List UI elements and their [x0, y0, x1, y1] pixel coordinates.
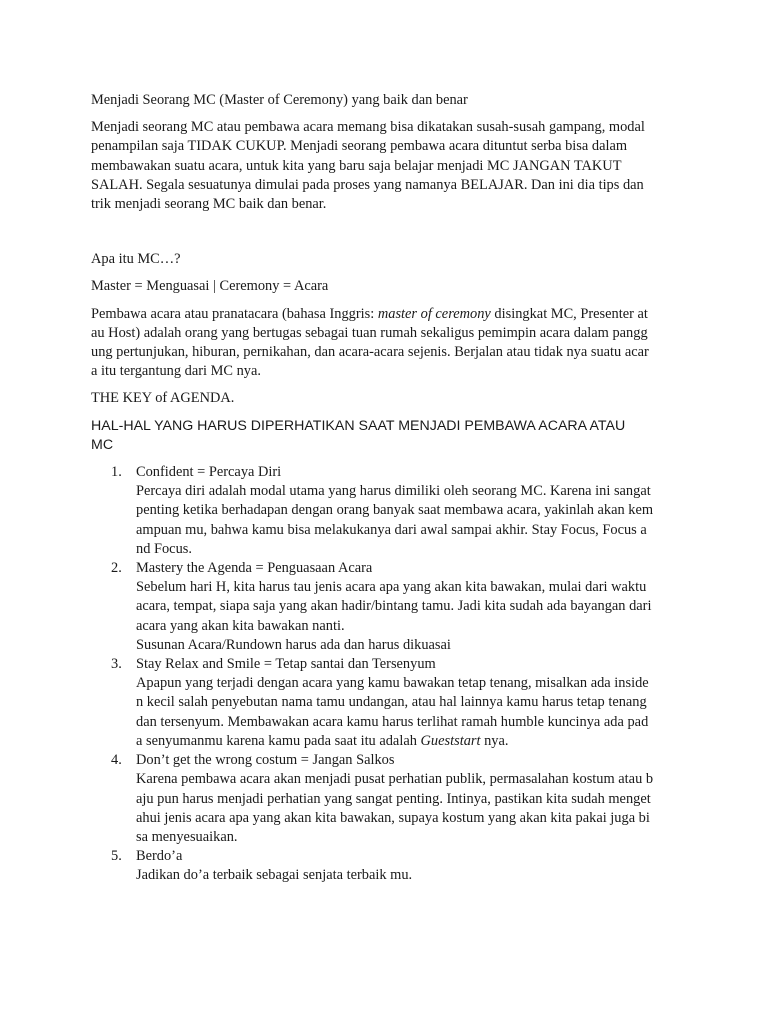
item-number: 1.: [111, 464, 122, 481]
item-number: 3.: [111, 656, 122, 673]
text-span: Pembawa acara atau pranatacara (bahasa Inggris:: [91, 305, 378, 322]
item-title: Mastery the Agenda = Penguasaan Acara: [136, 560, 373, 577]
list-item: [91, 847, 681, 885]
text-line: au Host) adalah orang yang bertugas sebagai tuan rumah sekaligus pemimpin acara dalam pangg: [91, 324, 648, 341]
text-line: [136, 732, 681, 751]
text-line: penampilan saja TIDAK CUKUP. Menjadi seorang pembawa acara dituntut serba bisa dalam: [91, 138, 628, 155]
document-title: Menjadi Seorang MC (Master of Ceremony) yang baik dan benar: [91, 92, 468, 108]
item-number: 4.: [111, 752, 122, 769]
text-line: ampuan mu, bahwa kamu bisa melakukanya dari awal sampai akhir. Stay Focus, Focus a: [136, 521, 647, 538]
text-line: dan tersenyum. Membawakan acara kamu harus terlihat ramah humble kuncinya ada pad: [136, 713, 649, 730]
text-line: HAL-HAL YANG HARUS DIPERHATIKAN SAAT MENJADI PEMBAWA ACARA ATAU: [91, 417, 626, 434]
text-line: ahui jenis acara apa yang akan kita bawakan, supaya kostum yang akan kita pakai juga bi: [136, 809, 650, 826]
text-line: [91, 305, 681, 324]
text-line: SALAH. Segala sesuatunya dimulai pada proses yang namanya BELAJAR. Dan ini dia tips dan: [91, 176, 644, 193]
intro-paragraph: [91, 118, 681, 214]
text-line: sa menyesuaikan.: [136, 828, 238, 845]
text-span: a senyumanmu karena kamu pada saat itu adalah: [136, 732, 421, 749]
text-line: a itu tergantung dari MC nya.: [91, 363, 261, 380]
item-title: Stay Relax and Smile = Tetap santai dan Tersenyum: [136, 656, 436, 673]
list-item: [91, 463, 681, 559]
text-line: Jadikan do’a terbaik sebagai senjata terbaik mu.: [136, 867, 413, 884]
text-line: trik menjadi seorang MC baik dan benar.: [91, 196, 327, 213]
item-title: Berdo’a: [136, 848, 183, 865]
text-line: Karena pembawa acara akan menjadi pusat perhatian publik, permasalahan kostum atau b: [136, 771, 654, 788]
item-title: Don’t get the wrong costum = Jangan Salkos: [136, 752, 395, 769]
text-line: penting ketika berhadapan dengan orang banyak saat membawa acara, yakinlah akan kem: [136, 502, 654, 519]
text-line: acara, tempat, siapa saja yang akan hadir/bintang tamu. Jadi kita sudah ada bayangan dari: [136, 598, 652, 615]
tips-list: [91, 463, 681, 885]
list-item: [91, 559, 681, 655]
text-line: acara yang akan kita bawakan nanti.: [136, 617, 345, 634]
text-line: Apapun yang terjadi dengan acara yang kamu bawakan tetap tenang, misalkan ada inside: [136, 675, 649, 692]
mc-description-paragraph: [91, 305, 681, 382]
section-heading: [91, 417, 681, 455]
list-item: [91, 751, 681, 847]
text-line: MC: [91, 436, 114, 453]
text-line: n kecil salah penyebutan nama tamu undangan, atau hal lainnya kamu harus tetap tenang: [136, 694, 647, 711]
definition-line: Master = Menguasai | Ceremony = Acara: [91, 278, 329, 295]
key-heading: THE KEY of AGENDA.: [91, 390, 235, 407]
text-line: Sebelum hari H, kita harus tau jenis acara apa yang akan kita bawakan, mulai dari waktu: [136, 579, 647, 596]
text-line: aju pun harus menjadi perhatian yang sangat penting. Intinya, pastikan kita sudah menget: [136, 790, 651, 807]
list-item: [91, 655, 681, 751]
document-page: [91, 91, 681, 886]
text-line: membawakan suatu acara, untuk kita yang baru saja belajar menjadi MC JANGAN TAKUT: [91, 157, 622, 174]
text-line: Susunan Acara/Rundown harus ada dan harus dikuasai: [136, 636, 451, 653]
item-number: 5.: [111, 848, 122, 865]
text-line: Menjadi seorang MC atau pembawa acara memang bisa dikatakan susah-susah gampang, modal: [91, 119, 645, 136]
text-span: disingkat MC, Presenter at: [490, 305, 648, 322]
italic-term: master of ceremony: [377, 305, 491, 322]
italic-term: Gueststart: [420, 732, 481, 749]
text-line: ung pertunjukan, hiburan, pernikahan, dan acara-acara sejenis. Berjalan atau tidak nya suatu acar: [91, 344, 649, 361]
item-number: 2.: [111, 560, 122, 577]
item-title: Confident = Percaya Diri: [136, 464, 282, 481]
text-line: Percaya diri adalah modal utama yang harus dimiliki oleh seorang MC. Karena ini sangat: [136, 483, 651, 500]
question-heading: Apa itu MC…?: [91, 251, 181, 268]
text-span: nya.: [480, 732, 509, 749]
text-line: nd Focus.: [136, 540, 192, 557]
